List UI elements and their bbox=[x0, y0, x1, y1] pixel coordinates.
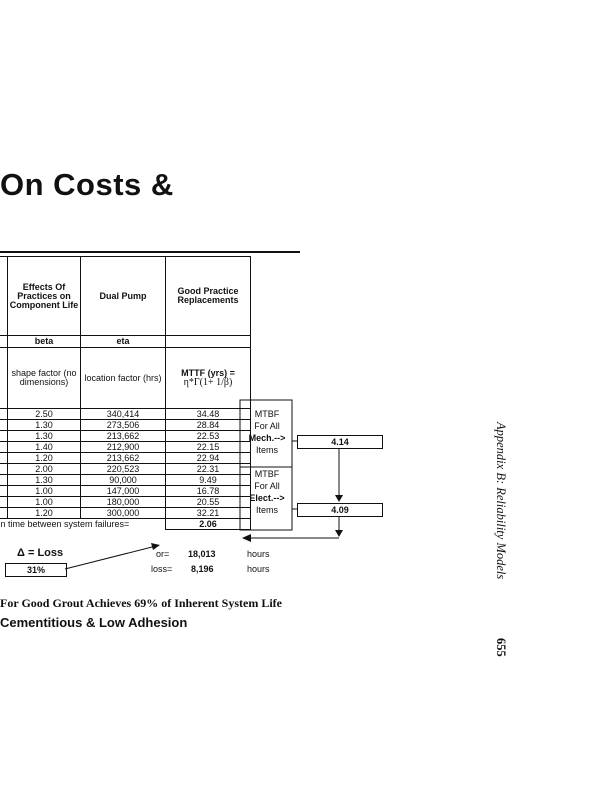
beta-cell: 1.30 bbox=[8, 475, 81, 486]
header-replacements: Good Practice Replacements bbox=[166, 257, 251, 336]
mttf-cell: 22.94 bbox=[166, 453, 251, 464]
symbol-beta: beta bbox=[8, 336, 81, 348]
mttf-formula: η*Γ(1+ 1/β) bbox=[183, 377, 233, 388]
mech-mtbf-value: 4.14 bbox=[297, 435, 383, 449]
elect-line3: Elect.--> bbox=[249, 493, 285, 503]
symbol-eta: eta bbox=[81, 336, 166, 348]
mtbf-label-frame bbox=[240, 400, 292, 530]
or-unit: hours bbox=[247, 549, 270, 559]
eta-cell: 220,523 bbox=[81, 464, 166, 475]
mttf-cell: 32.21 bbox=[166, 508, 251, 519]
or-value: 18,013 bbox=[188, 549, 216, 559]
beta-cell: 1.30 bbox=[8, 431, 81, 442]
eta-cell: 180,000 bbox=[81, 497, 166, 508]
mttf-cell: 9.49 bbox=[166, 475, 251, 486]
eta-cell: 147,000 bbox=[81, 486, 166, 497]
unit-shape-factor: shape factor (no dimensions) bbox=[8, 348, 81, 409]
to-system-arrow-head bbox=[242, 534, 251, 542]
mttf-cell: 22.31 bbox=[166, 464, 251, 475]
mech-arrow-head bbox=[335, 495, 343, 502]
beta-cell: 1.20 bbox=[8, 508, 81, 519]
mech-line2: For All bbox=[254, 421, 280, 431]
eta-cell: 213,662 bbox=[81, 431, 166, 442]
mttf-cell: 22.15 bbox=[166, 442, 251, 453]
caption-line2: Cementitious & Low Adhesion bbox=[0, 615, 188, 630]
beta-cell: 1.30 bbox=[8, 420, 81, 431]
mttf-label: MTTF (yrs) = bbox=[181, 368, 235, 378]
elect-arrow-head bbox=[335, 530, 343, 537]
beta-cell: 2.50 bbox=[8, 409, 81, 420]
eta-cell: 340,414 bbox=[81, 409, 166, 420]
eta-cell: 273,506 bbox=[81, 420, 166, 431]
loss-hours-unit: hours bbox=[247, 564, 270, 574]
beta-cell: 2.00 bbox=[8, 464, 81, 475]
mttf-cell: 28.84 bbox=[166, 420, 251, 431]
beta-cell: 1.00 bbox=[8, 497, 81, 508]
eta-cell: 300,000 bbox=[81, 508, 166, 519]
eta-cell: 213,662 bbox=[81, 453, 166, 464]
mech-line4: Items bbox=[255, 445, 278, 455]
mttf-cell: 34.48 bbox=[166, 409, 251, 420]
system-mtbf-value: 2.06 bbox=[166, 519, 251, 530]
beta-cell: 1.20 bbox=[8, 453, 81, 464]
elect-mtbf-value: 4.09 bbox=[297, 503, 383, 517]
mech-line3: Mech.--> bbox=[248, 433, 286, 443]
elect-line4: Items bbox=[255, 505, 278, 515]
header-dual-pump: Dual Pump bbox=[81, 257, 166, 336]
running-header: Appendix B: Reliability Models bbox=[494, 422, 508, 580]
loss-hours-label: loss= bbox=[151, 564, 173, 574]
caption-line1: For Good Grout Achieves 69% of Inherent System Life bbox=[0, 596, 282, 610]
loss-label: Δ = Loss bbox=[17, 547, 64, 559]
section-heading: On Costs & bbox=[0, 167, 174, 202]
loss-percent: 31% bbox=[5, 563, 67, 577]
system-mtbf-label: n time between system failures= bbox=[0, 518, 130, 529]
mttf-cell: 20.55 bbox=[166, 497, 251, 508]
elect-line1: MTBF bbox=[254, 469, 280, 479]
unit-location-factor: location factor (hrs) bbox=[81, 348, 166, 409]
page-number: 655 bbox=[494, 638, 508, 657]
beta-cell: 1.00 bbox=[8, 486, 81, 497]
eta-cell: 90,000 bbox=[81, 475, 166, 486]
mttf-cell: 16.78 bbox=[166, 486, 251, 497]
beta-cell: 1.40 bbox=[8, 442, 81, 453]
mech-line1: MTBF bbox=[254, 409, 280, 419]
mttf-cell: 22.53 bbox=[166, 431, 251, 442]
loss-hours-value: 8,196 bbox=[191, 564, 214, 574]
loss-arrow-line bbox=[65, 546, 156, 569]
or-label: or= bbox=[156, 549, 170, 559]
eta-cell: 212,900 bbox=[81, 442, 166, 453]
header-effects: Effects Of Practices on Component Life bbox=[8, 257, 81, 336]
elect-line2: For All bbox=[254, 481, 280, 491]
